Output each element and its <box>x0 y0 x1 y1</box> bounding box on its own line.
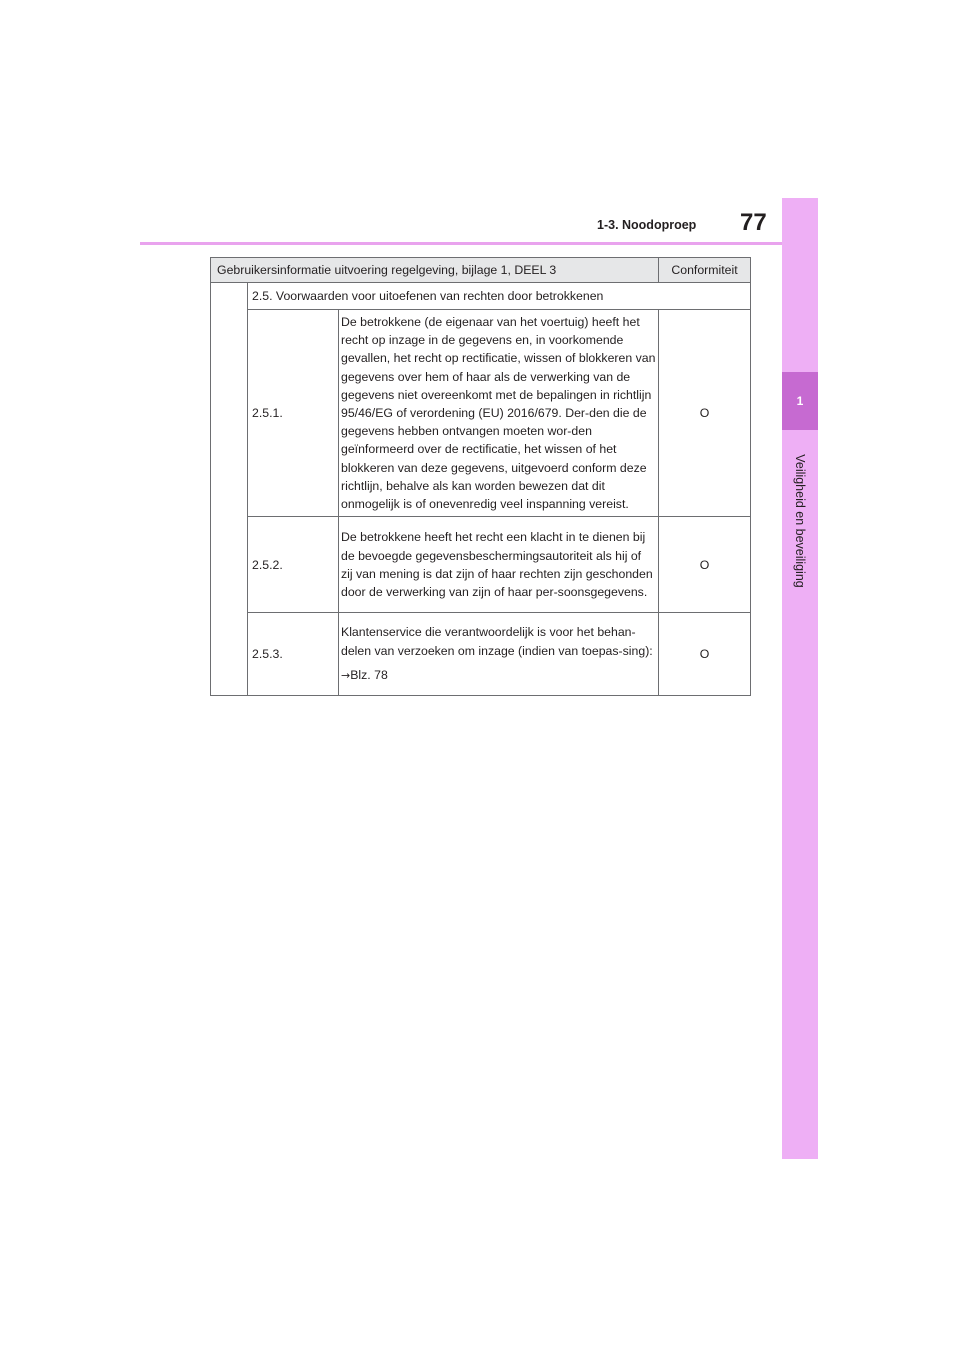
chapter-marker <box>782 372 818 430</box>
page-number: 77 <box>740 209 767 236</box>
row-conformity: O <box>659 613 751 696</box>
row-text: De betrokkene heeft het recht een klacht in te dienen bij de bevoegde gegevensbeschermingsautoriteit als hij of zij van mening is dat zijn of haar rechten zijn geschonden door de verwerking van zijn of haar per-soonsgegevens. <box>339 517 659 613</box>
side-tab <box>782 198 818 1159</box>
table-row <box>211 613 751 696</box>
table-row <box>211 310 751 517</box>
row-conformity: O <box>659 310 751 517</box>
row-text-cell <box>339 613 659 696</box>
page-reference <box>341 666 656 685</box>
table-subheading-row <box>211 283 751 310</box>
reference-link[interactable]: Blz. 78 <box>350 667 388 682</box>
table-header-row <box>211 258 751 283</box>
indent-cell <box>211 283 248 696</box>
header-info: Gebruikersinformatie uitvoering regelgeving, bijlage 1, DEEL 3 <box>211 258 659 283</box>
table-row <box>211 517 751 613</box>
chapter-label: Veiligheid en beveiliging <box>793 454 807 588</box>
header-divider <box>140 242 782 245</box>
section-title: 1-3. Noodoproep <box>597 218 697 232</box>
row-number: 2.5.2. <box>248 517 339 613</box>
row-text: De betrokkene (de eigenaar van het voertuig) heeft het recht op inzage in de gegevens en, in voorkomende gevallen, het recht op rectificatie, wissen of blokkeren van gegevens over hem of haar als de verwerking van de gegevens niet overeenkomt met de bepalingen in richtlijn 95/46/EG of verordening (EU) 2016/679. Der-den die de gegevens hebben ontvangen moeten wor-den geïnformeerd over de rectificatie, het wissen of het blokkeren van deze gegevens, uitgevoerd conform deze richtlijn, behalve als kan worden bewezen dat dit onmogelijk is of onevenredig veel inspanning vereist. <box>339 310 659 517</box>
row-conformity: O <box>659 517 751 613</box>
row-number: 2.5.1. <box>248 310 339 517</box>
header-conformity: Conformiteit <box>659 258 751 283</box>
table-subheading: 2.5. Voorwaarden voor uitoefenen van rechten door betrokkenen <box>248 283 751 310</box>
regulation-table <box>210 257 751 696</box>
arrow-right-icon: → <box>341 668 351 682</box>
chapter-number: 1 <box>796 394 804 408</box>
row-text: Klantenservice die verantwoordelijk is voor het behan-delen van verzoeken om inzage (indien van toepas-sing): <box>341 625 653 658</box>
row-number: 2.5.3. <box>248 613 339 696</box>
